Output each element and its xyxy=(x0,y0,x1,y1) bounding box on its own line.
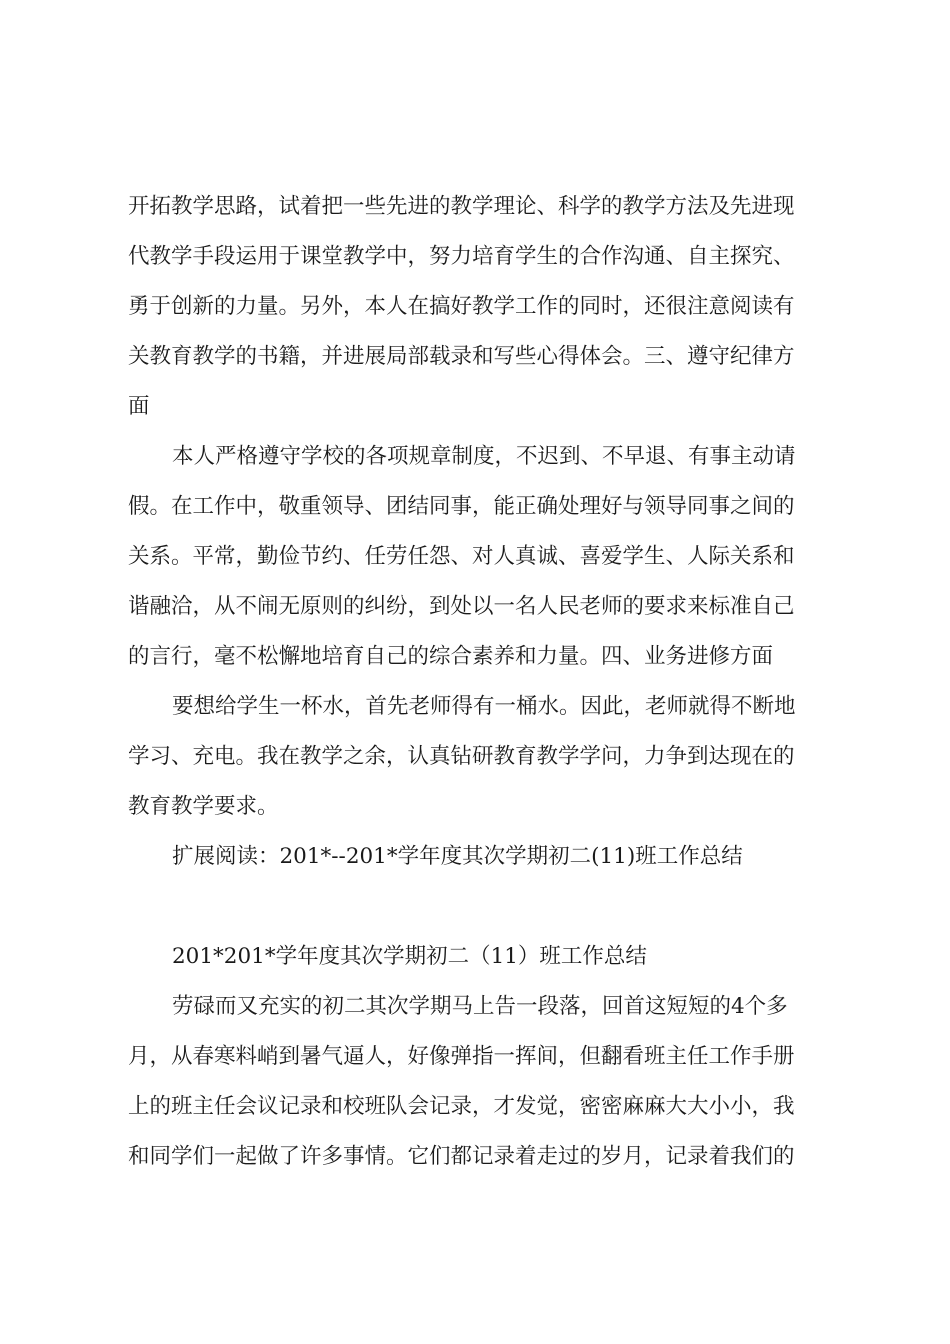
text-line: 开拓教学思路，试着把一些先进的教学理论、科学的教学方法及先进现 xyxy=(128,194,795,219)
text-line: 面 xyxy=(128,394,150,419)
text-line: 关教育教学的书籍，并进展局部载录和写些心得体会。三、遵守纪律方 xyxy=(128,344,795,369)
text-line: 勇于创新的力量。另外，本人在搞好教学工作的同时，还很注意阅读有 xyxy=(128,294,795,319)
text-line: 的言行，毫不松懈地培育自己的综合素养和力量。四、业务进修方面 xyxy=(128,644,774,669)
text-line: 月，从春寒料峭到暑气逼人，好像弹指一挥间，但翻看班主任工作手册 xyxy=(128,1044,795,1069)
section-title: 201*201*学年度其次学期初二（11）班工作总结 xyxy=(172,944,647,969)
text-line: 教育教学要求。 xyxy=(128,794,279,819)
text-line: 学习、充电。我在教学之余，认真钻研教育教学学问，力争到达现在的 xyxy=(128,744,795,769)
text-line: 和同学们一起做了许多事情。它们都记录着走过的岁月，记录着我们的 xyxy=(128,1144,795,1169)
extended-reading-line: 扩展阅读：201*--201*学年度其次学期初二(11)班工作总结 xyxy=(172,844,743,869)
text-line: 上的班主任会议记录和校班队会记录，才发觉，密密麻麻大大小小，我 xyxy=(128,1094,795,1119)
text-line: 劳碌而又充实的初二其次学期马上告一段落，回首这短短的4个多 xyxy=(172,994,788,1019)
text-line: 代教学手段运用于课堂教学中，努力培育学生的合作沟通、自主探究、 xyxy=(128,244,795,269)
text-line: 关系。平常，勤俭节约、任劳任怨、对人真诚、喜爱学生、人际关系和 xyxy=(128,544,795,569)
text-line: 谐融洽，从不闹无原则的纠纷，到处以一名人民老师的要求来标准自己 xyxy=(128,594,795,619)
text-line: 假。在工作中，敬重领导、团结同事，能正确处理好与领导同事之间的 xyxy=(128,494,795,519)
text-line: 要想给学生一杯水，首先老师得有一桶水。因此，老师就得不断地 xyxy=(172,694,796,719)
text-line: 本人严格遵守学校的各项规章制度，不迟到、不早退、有事主动请 xyxy=(172,444,796,469)
